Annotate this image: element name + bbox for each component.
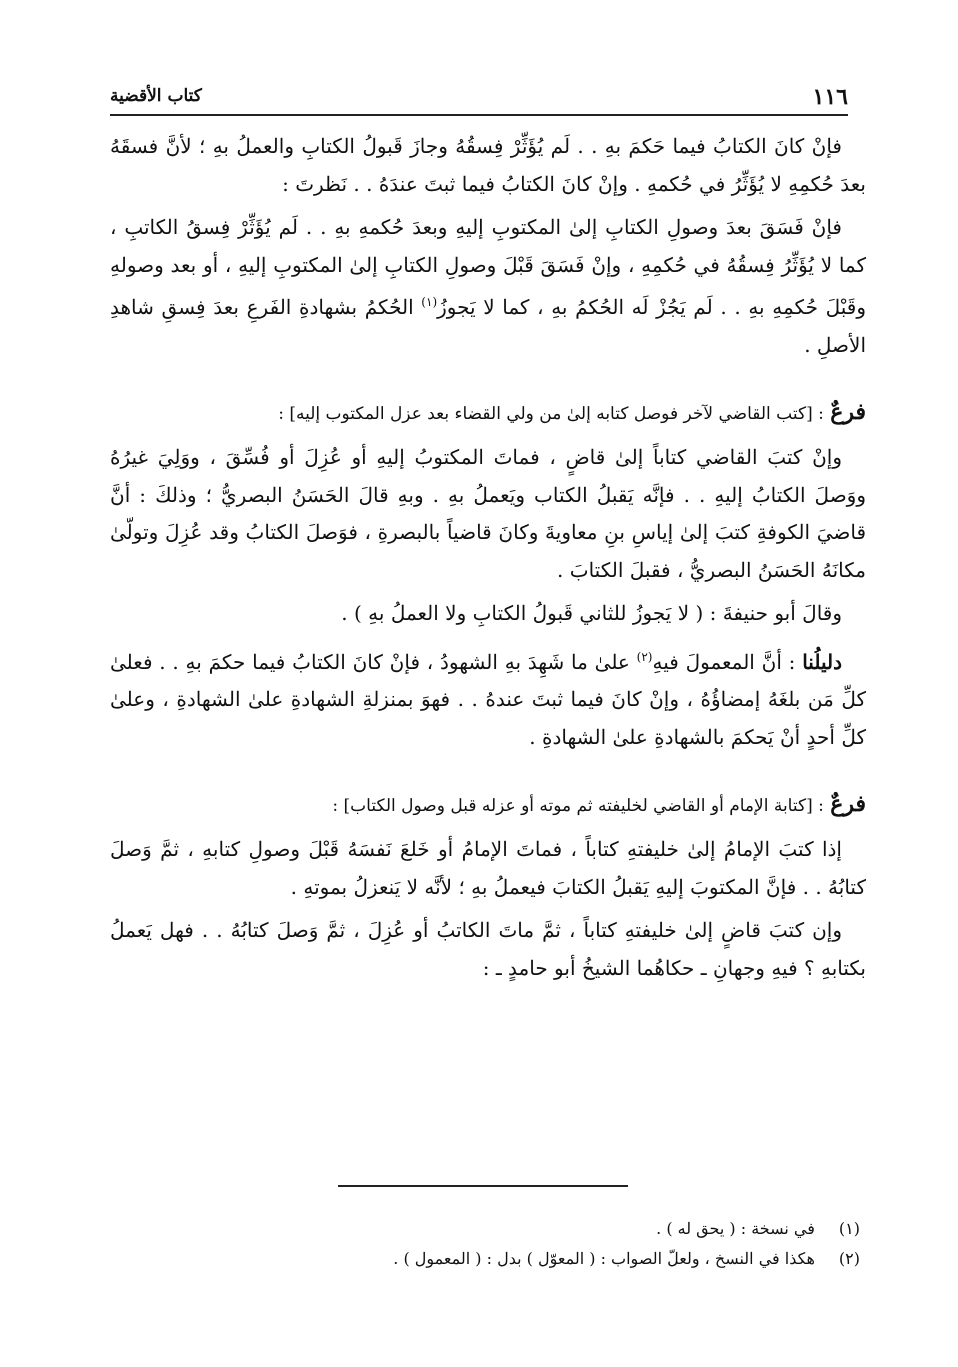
footnote-ref-2: (٢) bbox=[636, 649, 653, 664]
footnote-divider bbox=[338, 1185, 628, 1187]
paragraph-1: فإنْ كانَ الكتابُ فيما حَكمَ بهِ . . لَم يُؤَثِّرْ فِسقُهُ وجازَ قَبولُ الكتابِ والعملُ بهِ ؛ لأنَّ فسقَهُ بعدَ حُكمِهِ لا يُؤَثِّرُ في حُكمهِ . وإنْ كانَ الكتابُ فيما ثبتَ عندَهُ . . نَظرتَ : bbox=[110, 134, 866, 196]
paragraph-3: وإنْ كتبَ القاضي كتاباً إلىٰ قاضٍ ، فماتَ المكتوبُ إليهِ أو عُزِلَ أو فُسِّقَ ، ووَلِيَ غيرُهُ ووَصلَ الكتابُ إليهِ . . فإنَّه يَقبلُ الكتاب ويَعملُ بهِ . وبهِ قالَ الحَسَنُ البصريُّ ؛ وذلكَ : أنَّ قاضيَ الكوفةِ كتبَ إلىٰ إياسِ بنِ معاويةَ وكانَ قاضياً بالبصرةِ ، فوَصلَ الكتابُ وقد عُزِلَ وتولّىٰ مكانَهُ الحَسَنُ البصريُّ ، فقبلَ الكتابَ . bbox=[110, 445, 866, 582]
paragraph-7: وإن كتبَ قاضٍ إلىٰ خليفتهِ كتاباً ، ثمَّ ماتَ الكاتبُ أو عُزِلَ ، ثمَّ وَصلَ كتابُهُ . . فهل يَعملُ بكتابهِ ؟ فيهِ وجهانِ ـ حكاهُما الشيخُ أبو حامدٍ ـ : bbox=[110, 918, 866, 980]
footnote-number: (٢) bbox=[838, 1249, 860, 1268]
paragraph-2 bbox=[110, 209, 866, 364]
main-text bbox=[110, 128, 866, 987]
footnote-2 bbox=[120, 1244, 860, 1274]
section-label-1: فرعٌ bbox=[830, 399, 866, 425]
section-heading-1 bbox=[110, 394, 866, 433]
footnote-number: (١) bbox=[838, 1219, 860, 1238]
paragraph-4: وقالَ أبو حنيفةَ : ( لا يَجوزُ للثاني قَبولُ الكتابِ ولا العملُ بهِ ) . bbox=[341, 601, 842, 625]
section-title-1: : [كتب القاضي لآخر فوصل كتابه إلىٰ من ولي القضاء بعد عزل المكتوب إليه] : bbox=[278, 404, 824, 424]
paragraph-5 bbox=[110, 639, 866, 757]
footnote-text: في نسخة : ( يحق له ) . bbox=[656, 1219, 815, 1238]
section-heading-2 bbox=[110, 786, 866, 825]
footnote-1 bbox=[120, 1214, 860, 1244]
running-header bbox=[110, 78, 848, 116]
section-title-2: : [كتابة الإمام أو القاضي لخليفته ثم موته أو عزله قبل وصول الكتاب] : bbox=[332, 796, 824, 816]
paragraph-2-text-a: فإنْ فَسَقَ بعدَ وصولِ الكتابِ إلىٰ المكتوبِ إليهِ وبعدَ حُكمهِ بهِ . . لَم يُؤَثِّرْ فِسقُ الكاتبِ ، كما لا يُؤَثِّرُ فِسقُهُ في حُكمِهِ ، وإنْ فَسَقَ قَبْلَ وصولِ الكتابِ إلىٰ المكتوبِ إليهِ ، أو بعد وصولهِ وقَبْلَ حُكمِهِ بهِ . . لَم يَجُزْ لَه الحُكمُ بهِ ، كما لا يَجوزُ bbox=[110, 215, 866, 319]
paragraph-5-text-a: : أنَّ المعمولَ فيهِ bbox=[652, 649, 796, 674]
paragraph-2-text-b: الحُكمُ بشهادةِ الفَرعِ بعدَ فِسقِ شاهدِ الأصلِ . bbox=[110, 295, 866, 357]
book-title: كتاب الأقضية bbox=[110, 86, 202, 106]
footnote-ref-1: (١) bbox=[421, 295, 438, 309]
page-number: ١١٦ bbox=[812, 84, 848, 110]
section-label-2: فرعٌ bbox=[830, 791, 866, 817]
paragraph-5-text-b: علىٰ ما شَهِدَ بهِ الشهودُ ، فإنْ كانَ الكتابُ فيما حكمَ بهِ . . فعلىٰ كلِّ مَن بلغَهُ إمضاؤُهُ ، وإنْ كانَ فيما ثبتَ عندهُ . . فهوَ بمنزلةِ الشهادةِ علىٰ الشهادةِ ، وعلىٰ كلِّ أحدٍ أنْ يَحكمَ بالشهادةِ علىٰ الشهادةِ . bbox=[110, 649, 866, 749]
footnote-text: هكذا في النسخ ، ولعلّ الصواب : ( المعوّل ) بدل : ( المعمول ) . bbox=[393, 1249, 815, 1268]
paragraph-6: إذا كتبَ الإمامُ إلىٰ خليفتهِ كتاباً ، فماتَ الإمامُ أو خَلعَ نَفسَهُ قَبْلَ وصولِ كتابهِ ، ثمَّ وَصلَ كتابُهُ . . فإنَّ المكتوبَ إليهِ يَقبلُ الكتابَ فيعملُ بهِ ؛ لأنَّه لا يَنعزلُ بموتهِ . bbox=[110, 837, 866, 899]
footnotes bbox=[120, 1214, 860, 1274]
evidence-label: دليلُنا bbox=[802, 649, 842, 674]
